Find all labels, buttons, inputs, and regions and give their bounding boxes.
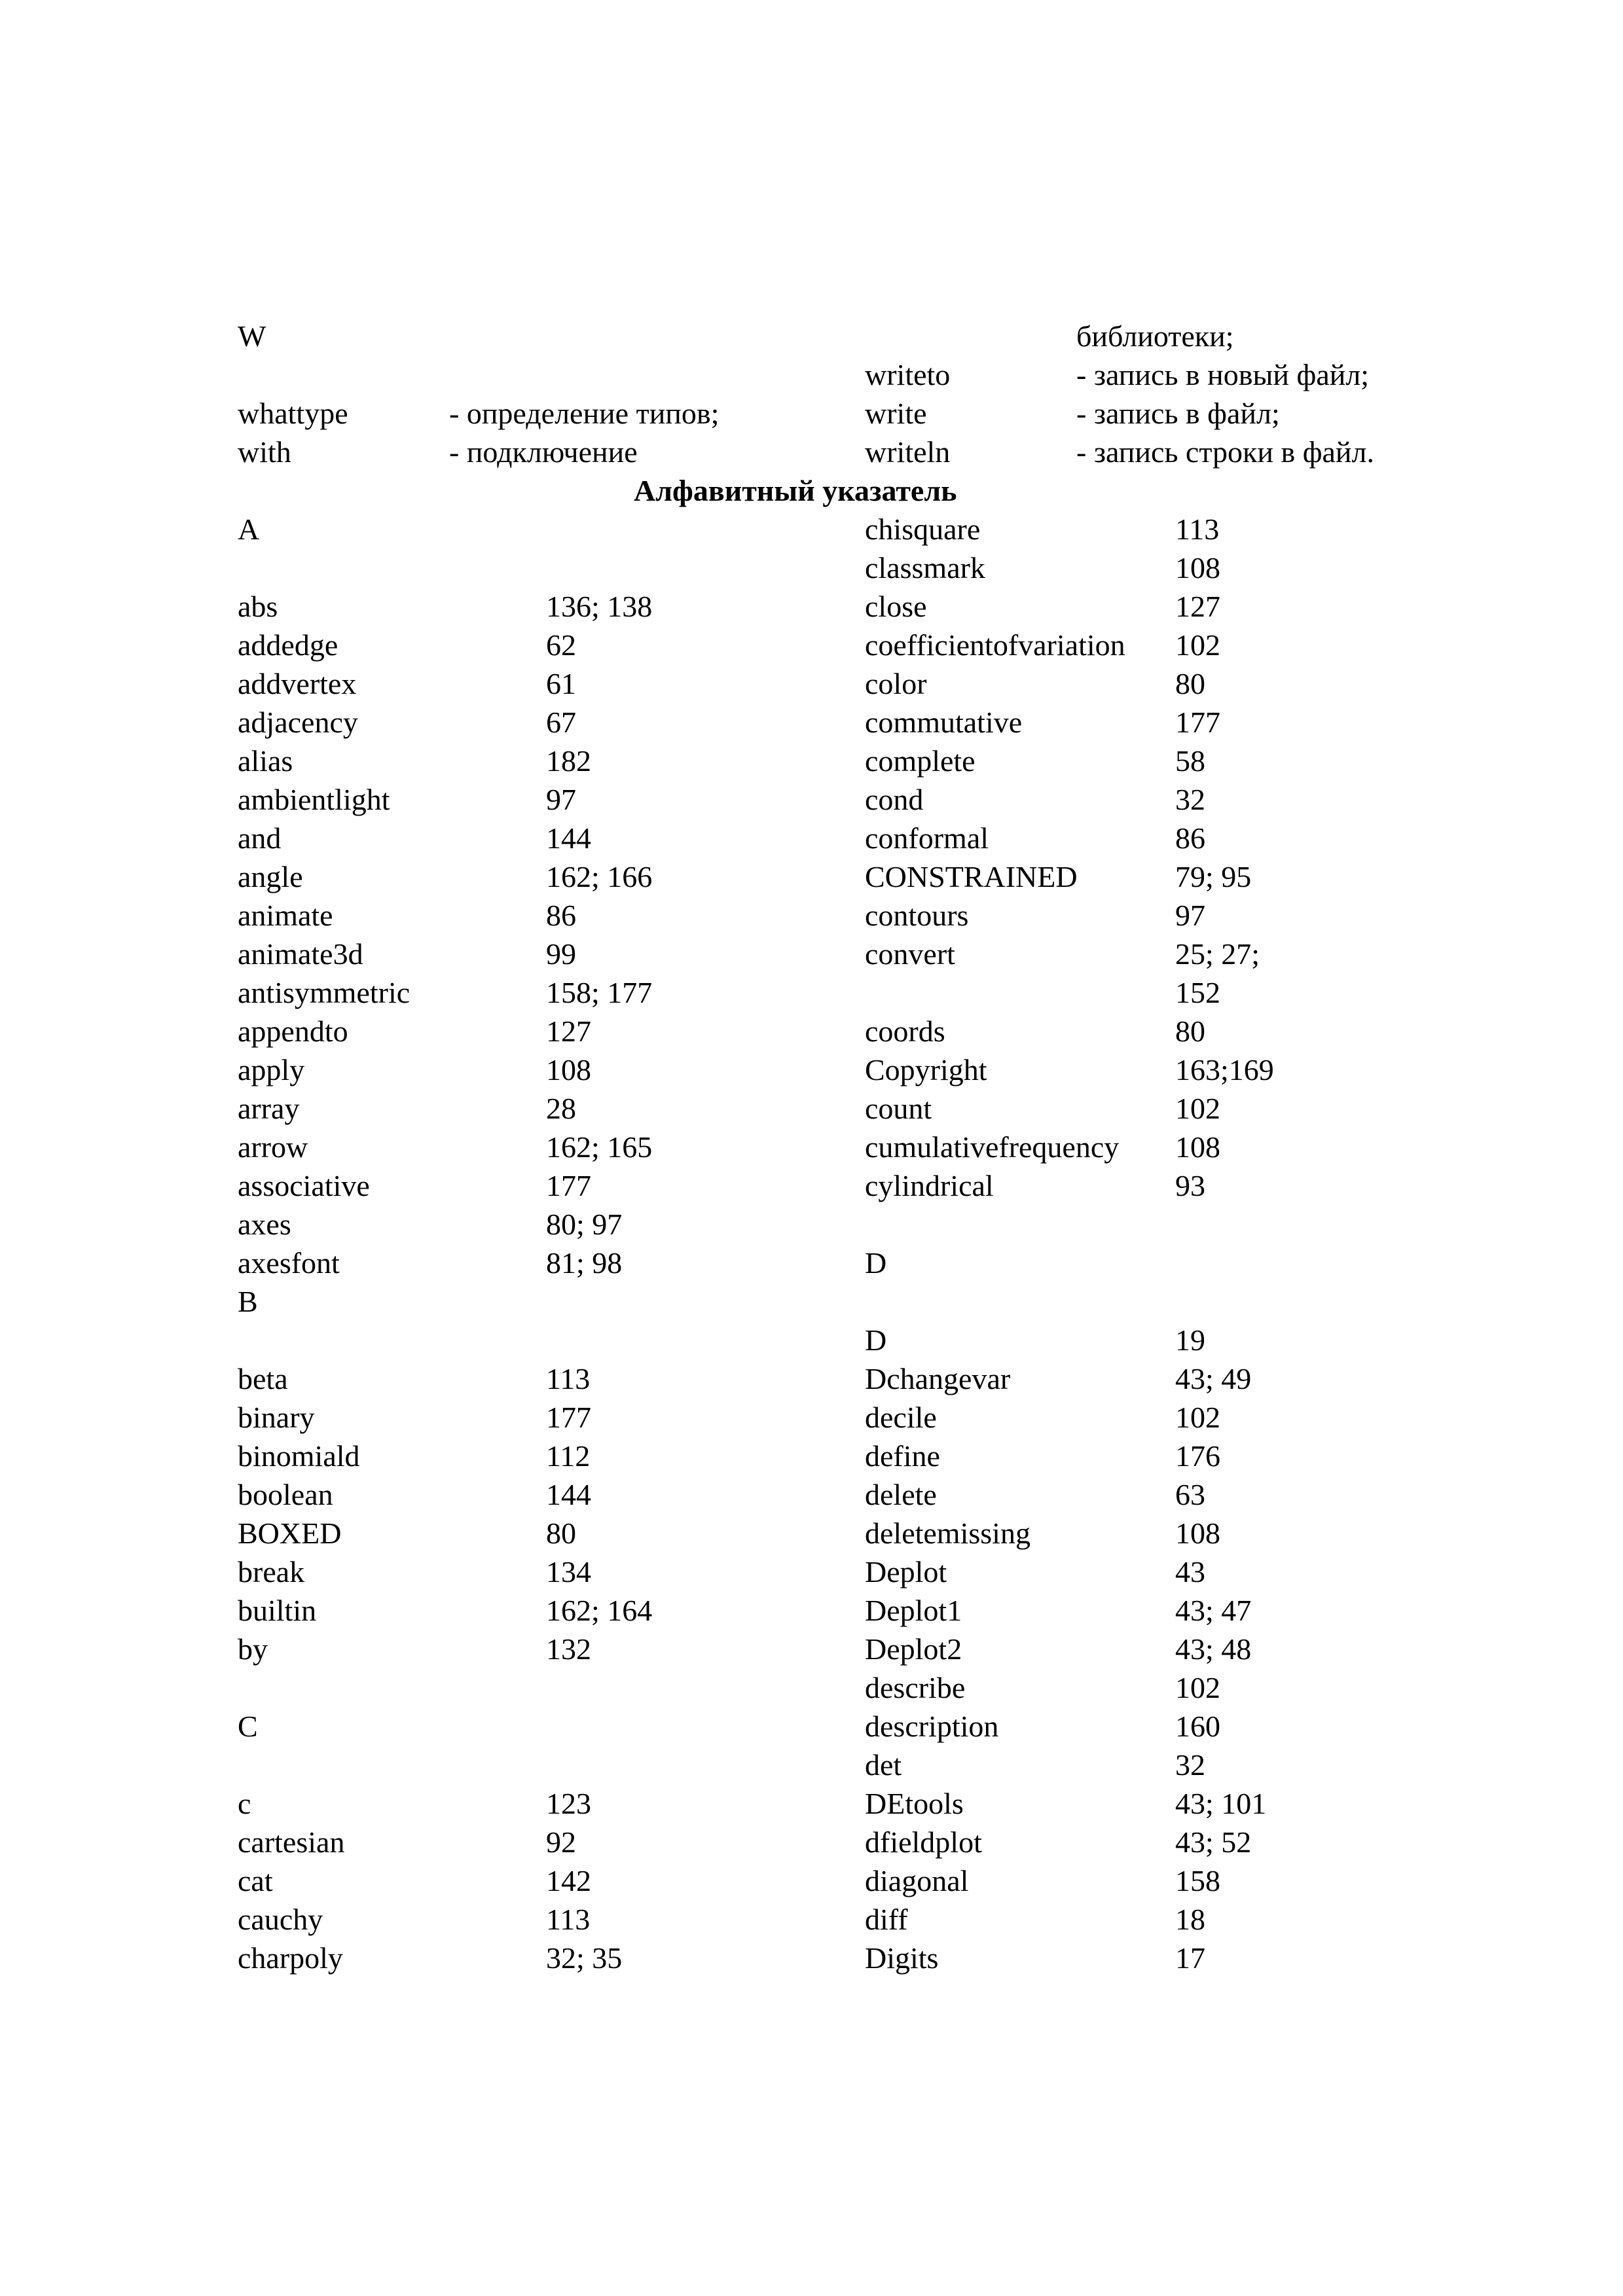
index-pages: 43; 52 bbox=[1175, 1825, 1252, 1859]
index-pages: 176 bbox=[1175, 1439, 1220, 1473]
index-pages: 112 bbox=[546, 1439, 591, 1473]
index-pages: 102 bbox=[1175, 1401, 1220, 1434]
index-pages: 163;169 bbox=[1175, 1053, 1274, 1086]
index-pages: 136; 138 bbox=[546, 590, 653, 623]
term-with: with bbox=[238, 435, 291, 469]
index-pages: 144 bbox=[546, 1478, 591, 1511]
index-term: chisquare bbox=[865, 512, 981, 546]
index-term: complete bbox=[865, 744, 976, 778]
index-pages: 113 bbox=[1175, 512, 1220, 546]
index-pages: 67 bbox=[546, 706, 576, 739]
index-pages: 62 bbox=[546, 628, 576, 662]
index-pages: 142 bbox=[546, 1864, 591, 1897]
index-pages: 134 bbox=[546, 1555, 591, 1588]
index-term: axes bbox=[238, 1208, 291, 1241]
index-term: builtin bbox=[238, 1594, 317, 1627]
index-term: DEtools bbox=[865, 1787, 964, 1820]
index-term: description bbox=[865, 1710, 999, 1743]
index-term: ambientlight bbox=[238, 783, 390, 816]
index-pages: 86 bbox=[546, 899, 576, 932]
index-term: adjacency bbox=[238, 706, 358, 739]
index-pages: 144 bbox=[546, 821, 591, 855]
desc-whattype: - определение типов; bbox=[449, 397, 720, 430]
index-pages: 158; 177 bbox=[546, 976, 653, 1009]
index-pages: 19 bbox=[1175, 1323, 1205, 1357]
index-pages: 162; 164 bbox=[546, 1594, 653, 1627]
index-pages: 58 bbox=[1175, 744, 1205, 778]
index-pages: 182 bbox=[546, 744, 591, 778]
index-pages: 162; 166 bbox=[546, 860, 653, 893]
index-term: angle bbox=[238, 860, 303, 893]
index-pages: 25; 27; bbox=[1175, 937, 1260, 971]
index-term: Deplot bbox=[865, 1555, 947, 1588]
index-term: det bbox=[865, 1748, 902, 1782]
index-pages: 43; 47 bbox=[1175, 1594, 1252, 1627]
index-pages: 86 bbox=[1175, 821, 1205, 855]
section-letter-w: W bbox=[238, 319, 266, 353]
index-pages: 99 bbox=[546, 937, 576, 971]
index-pages: 28 bbox=[546, 1092, 576, 1125]
index-pages: 108 bbox=[1175, 1516, 1220, 1550]
section-letter: A bbox=[238, 512, 260, 546]
index-pages: 80 bbox=[1175, 1014, 1205, 1048]
index-term: Copyright bbox=[865, 1053, 987, 1086]
index-pages: 80 bbox=[546, 1516, 576, 1550]
index-term: deletemissing bbox=[865, 1516, 1030, 1550]
index-term: dfieldplot bbox=[865, 1825, 982, 1859]
index-term: conformal bbox=[865, 821, 989, 855]
desc-writeto: - запись в новый файл; bbox=[1076, 358, 1370, 391]
index-term: c bbox=[238, 1787, 251, 1820]
index-pages: 80 bbox=[1175, 667, 1205, 700]
index-term: arrow bbox=[238, 1130, 308, 1164]
index-pages: 177 bbox=[546, 1401, 591, 1434]
index-term: delete bbox=[865, 1478, 937, 1511]
index-term: animate bbox=[238, 899, 333, 932]
index-pages: 43; 49 bbox=[1175, 1362, 1252, 1395]
index-term: Dchangevar bbox=[865, 1362, 1011, 1395]
index-pages: 113 bbox=[546, 1362, 591, 1395]
index-term: break bbox=[238, 1555, 305, 1588]
index-pages: 102 bbox=[1175, 1671, 1220, 1704]
index-pages: 43 bbox=[1175, 1555, 1205, 1588]
term-writeto: writeto bbox=[865, 358, 951, 391]
section-letter: D bbox=[865, 1246, 887, 1280]
index-pages: 123 bbox=[546, 1787, 591, 1820]
term-write: write bbox=[865, 397, 927, 430]
index-term: associative bbox=[238, 1169, 370, 1202]
index-term: color bbox=[865, 667, 927, 700]
term-whattype: whattype bbox=[238, 397, 348, 430]
index-term: convert bbox=[865, 937, 955, 971]
index-term: cond bbox=[865, 783, 924, 816]
index-term: antisymmetric bbox=[238, 976, 410, 1009]
index-term: charpoly bbox=[238, 1941, 343, 1975]
index-term: array bbox=[238, 1092, 300, 1125]
section-letter: C bbox=[238, 1710, 258, 1743]
index-term: cauchy bbox=[238, 1903, 323, 1936]
index-pages: 113 bbox=[546, 1903, 591, 1936]
index-term: coefficientofvariation bbox=[865, 628, 1125, 662]
desc-write: - запись в файл; bbox=[1076, 397, 1280, 430]
index-term: boolean bbox=[238, 1478, 333, 1511]
index-term: count bbox=[865, 1092, 932, 1125]
index-term: addvertex bbox=[238, 667, 357, 700]
index-pages: 79; 95 bbox=[1175, 860, 1252, 893]
index-term: appendto bbox=[238, 1014, 348, 1048]
index-pages: 81; 98 bbox=[546, 1246, 623, 1280]
index-term: BOXED bbox=[238, 1516, 342, 1550]
index-term: alias bbox=[238, 744, 293, 778]
index-pages: 97 bbox=[546, 783, 576, 816]
index-pages: 158 bbox=[1175, 1864, 1220, 1897]
index-term: addedge bbox=[238, 628, 338, 662]
index-pages: 127 bbox=[1175, 590, 1220, 623]
index-term: cartesian bbox=[238, 1825, 345, 1859]
index-pages: 18 bbox=[1175, 1903, 1205, 1936]
index-pages: 108 bbox=[1175, 551, 1220, 584]
index-term: diff bbox=[865, 1903, 908, 1936]
index-pages: 177 bbox=[1175, 706, 1220, 739]
index-pages: 97 bbox=[1175, 899, 1205, 932]
index-pages: 152 bbox=[1175, 976, 1220, 1009]
index-pages: 61 bbox=[546, 667, 576, 700]
index-term: Deplot1 bbox=[865, 1594, 962, 1627]
index-term: describe bbox=[865, 1671, 966, 1704]
desc-continuation: библиотеки; bbox=[1076, 319, 1234, 353]
index-term: commutative bbox=[865, 706, 1023, 739]
index-pages: 43; 101 bbox=[1175, 1787, 1267, 1820]
index-title: Алфавитный указатель bbox=[634, 474, 957, 507]
index-pages: 108 bbox=[1175, 1130, 1220, 1164]
index-term: animate3d bbox=[238, 937, 363, 971]
index-pages: 17 bbox=[1175, 1941, 1205, 1975]
index-pages: 80; 97 bbox=[546, 1208, 623, 1241]
index-term: cat bbox=[238, 1864, 273, 1897]
term-writeln: writeln bbox=[865, 435, 951, 469]
index-term: beta bbox=[238, 1362, 288, 1395]
index-term: classmark bbox=[865, 551, 985, 584]
index-pages: 177 bbox=[546, 1169, 591, 1202]
index-term: define bbox=[865, 1439, 940, 1473]
index-term: CONSTRAINED bbox=[865, 860, 1078, 893]
index-term: Digits bbox=[865, 1941, 939, 1975]
index-pages: 108 bbox=[546, 1053, 591, 1086]
index-term: cylindrical bbox=[865, 1169, 994, 1202]
index-pages: 102 bbox=[1175, 1092, 1220, 1125]
index-pages: 32 bbox=[1175, 783, 1205, 816]
index-term: decile bbox=[865, 1401, 937, 1434]
index-pages: 127 bbox=[546, 1014, 591, 1048]
index-pages: 92 bbox=[546, 1825, 576, 1859]
index-pages: 93 bbox=[1175, 1169, 1205, 1202]
index-pages: 63 bbox=[1175, 1478, 1205, 1511]
index-term: contours bbox=[865, 899, 969, 932]
index-pages: 32; 35 bbox=[546, 1941, 623, 1975]
index-term: Deplot2 bbox=[865, 1632, 962, 1666]
index-pages: 32 bbox=[1175, 1748, 1205, 1782]
index-term: axesfont bbox=[238, 1246, 340, 1280]
index-pages: 102 bbox=[1175, 628, 1220, 662]
index-term: close bbox=[865, 590, 927, 623]
index-term: cumulativefrequency bbox=[865, 1130, 1120, 1164]
index-term: abs bbox=[238, 590, 278, 623]
index-term: and bbox=[238, 821, 282, 855]
index-term: coords bbox=[865, 1014, 945, 1048]
section-letter: B bbox=[238, 1285, 258, 1318]
index-term: binomiald bbox=[238, 1439, 360, 1473]
desc-with: - подключение bbox=[449, 435, 638, 469]
desc-writeln: - запись строки в файл. bbox=[1076, 435, 1374, 469]
index-pages: 132 bbox=[546, 1632, 591, 1666]
index-term: by bbox=[238, 1632, 268, 1666]
index-term: apply bbox=[238, 1053, 305, 1086]
index-pages: 160 bbox=[1175, 1710, 1220, 1743]
index-pages: 162; 165 bbox=[546, 1130, 653, 1164]
index-term: D bbox=[865, 1323, 887, 1357]
index-term: diagonal bbox=[865, 1864, 969, 1897]
index-term: binary bbox=[238, 1401, 315, 1434]
index-pages: 43; 48 bbox=[1175, 1632, 1252, 1666]
